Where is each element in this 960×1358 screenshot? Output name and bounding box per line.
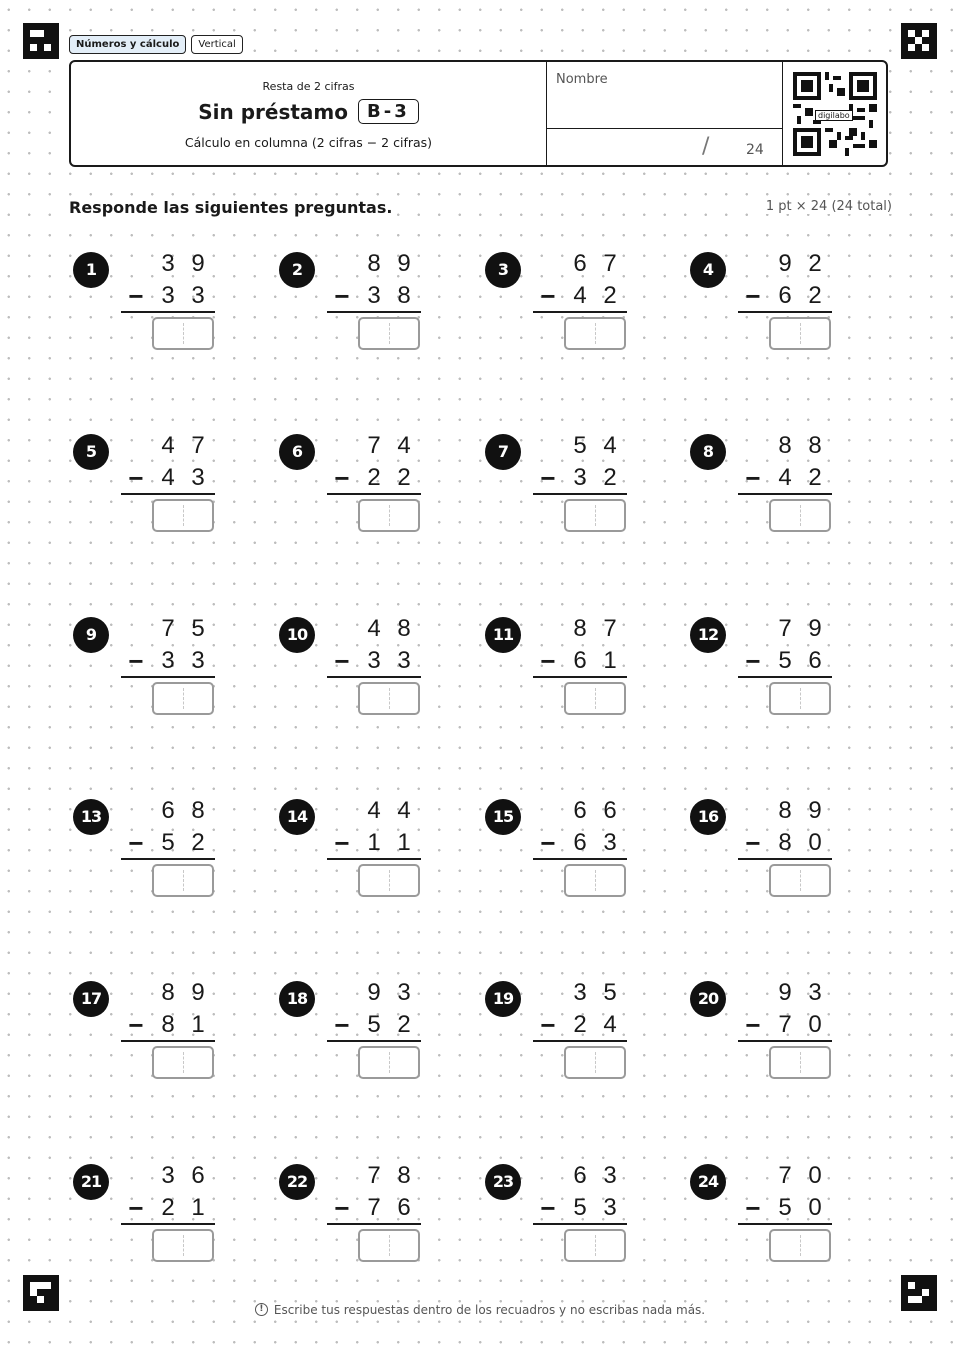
minuend-ones-digit: 6: [191, 1162, 205, 1189]
tag-format: Vertical: [191, 35, 242, 54]
worksheet-title: Sin préstamo: [198, 99, 349, 124]
answer-box[interactable]: [564, 1229, 626, 1262]
problem-13: [73, 799, 263, 929]
problem-number: 23: [485, 1164, 521, 1200]
minus-sign: −: [128, 463, 144, 493]
minuend-tens-digit: 6: [573, 1162, 587, 1189]
minuend-tens-digit: 4: [161, 432, 175, 459]
minuend-tens-digit: 7: [367, 1162, 381, 1189]
problem-20: [690, 981, 880, 1111]
subtrahend-ones-digit: 3: [397, 647, 411, 674]
minuend-tens-digit: 7: [778, 615, 792, 642]
subtrahend-tens-digit: 5: [161, 829, 175, 856]
minuend-ones-digit: 3: [603, 1162, 617, 1189]
minuend-tens-digit: 3: [161, 250, 175, 277]
minuend-tens-digit: 4: [367, 615, 381, 642]
answer-box[interactable]: [564, 1046, 626, 1079]
minuend-ones-digit: 5: [603, 979, 617, 1006]
subtrahend-ones-digit: 2: [397, 1011, 411, 1038]
footer: [0, 1300, 960, 1317]
level-badge: B-3: [358, 99, 419, 124]
problem-number: 24: [690, 1164, 726, 1200]
minuend-tens-digit: 8: [367, 250, 381, 277]
subtrahend-tens-digit: 3: [367, 282, 381, 309]
problem-number: 17: [73, 981, 109, 1017]
minus-sign: −: [334, 1193, 350, 1223]
subtrahend-ones-digit: 0: [808, 1011, 822, 1038]
answer-rule: [327, 676, 421, 678]
answer-box[interactable]: [564, 317, 626, 350]
minuend-tens-digit: 6: [161, 797, 175, 824]
problem-number: 16: [690, 799, 726, 835]
minus-sign: −: [745, 463, 761, 493]
answer-rule: [533, 311, 627, 313]
answer-rule: [121, 311, 215, 313]
minuend-ones-digit: 3: [808, 979, 822, 1006]
minus-sign: −: [745, 281, 761, 311]
answer-box[interactable]: [564, 499, 626, 532]
problem-number: 5: [73, 434, 109, 470]
minuend-tens-digit: 9: [778, 250, 792, 277]
problem-18: [279, 981, 469, 1111]
answer-box[interactable]: [769, 682, 831, 715]
subtrahend-tens-digit: 8: [161, 1011, 175, 1038]
problem-number: 8: [690, 434, 726, 470]
answer-rule: [121, 1223, 215, 1225]
subtrahend-tens-digit: 5: [573, 1194, 587, 1221]
minuend-tens-digit: 6: [573, 797, 587, 824]
subtrahend-ones-digit: 2: [603, 464, 617, 491]
problem-11: [485, 617, 675, 747]
answer-rule: [327, 1223, 421, 1225]
subtrahend-ones-digit: 0: [808, 829, 822, 856]
problem-5: [73, 434, 263, 564]
problem-23: [485, 1164, 675, 1294]
subtrahend-tens-digit: 5: [367, 1011, 381, 1038]
minus-sign: −: [128, 828, 144, 858]
answer-rule: [533, 676, 627, 678]
problem-7: [485, 434, 675, 564]
subtrahend-tens-digit: 2: [573, 1011, 587, 1038]
minus-sign: −: [540, 281, 556, 311]
problem-number: 1: [73, 252, 109, 288]
minus-sign: −: [334, 646, 350, 676]
footer-note: Escribe tus respuestas dentro de los recuadros y no escribas nada más.: [273, 1302, 706, 1317]
answer-box[interactable]: [358, 864, 420, 897]
answer-box[interactable]: [564, 682, 626, 715]
minuend-ones-digit: 8: [808, 432, 822, 459]
subtrahend-tens-digit: 6: [573, 647, 587, 674]
problem-number: 11: [485, 617, 521, 653]
subtrahend-tens-digit: 4: [778, 464, 792, 491]
subtrahend-ones-digit: 3: [603, 1194, 617, 1221]
minuend-ones-digit: 4: [397, 432, 411, 459]
answer-rule: [533, 1223, 627, 1225]
subtrahend-ones-digit: 6: [808, 647, 822, 674]
minuend-ones-digit: 3: [397, 979, 411, 1006]
minus-sign: −: [334, 1010, 350, 1040]
minuend-tens-digit: 5: [573, 432, 587, 459]
minuend-tens-digit: 4: [367, 797, 381, 824]
minuend-tens-digit: 9: [367, 979, 381, 1006]
answer-rule: [121, 676, 215, 678]
minuend-tens-digit: 8: [161, 979, 175, 1006]
problem-14: [279, 799, 469, 929]
minuend-ones-digit: 7: [603, 250, 617, 277]
minuend-tens-digit: 8: [778, 797, 792, 824]
problem-15: [485, 799, 675, 929]
minus-sign: −: [540, 646, 556, 676]
problem-number: 6: [279, 434, 315, 470]
answer-rule: [327, 311, 421, 313]
subtrahend-ones-digit: 2: [808, 464, 822, 491]
problem-number: 20: [690, 981, 726, 1017]
answer-box[interactable]: [152, 317, 214, 350]
subtrahend-tens-digit: 5: [778, 1194, 792, 1221]
minuend-ones-digit: 2: [808, 250, 822, 277]
minus-sign: −: [128, 1193, 144, 1223]
subtrahend-ones-digit: 3: [191, 647, 205, 674]
name-divider: [547, 128, 782, 129]
minus-sign: −: [540, 463, 556, 493]
subtrahend-ones-digit: 3: [191, 282, 205, 309]
subtrahend-ones-digit: 1: [191, 1011, 205, 1038]
minuend-tens-digit: 3: [573, 979, 587, 1006]
problem-4: [690, 252, 880, 382]
problem-12: [690, 617, 880, 747]
problem-number: 3: [485, 252, 521, 288]
subtrahend-tens-digit: 2: [161, 1194, 175, 1221]
problem-24: [690, 1164, 880, 1294]
answer-rule: [738, 311, 832, 313]
subtrahend-tens-digit: 5: [778, 647, 792, 674]
answer-box[interactable]: [152, 1046, 214, 1079]
minus-sign: −: [540, 828, 556, 858]
subtrahend-tens-digit: 3: [161, 282, 175, 309]
answer-rule: [121, 1040, 215, 1042]
problem-number: 13: [73, 799, 109, 835]
subtrahend-ones-digit: 2: [808, 282, 822, 309]
answer-box[interactable]: [769, 1229, 831, 1262]
minus-sign: −: [745, 646, 761, 676]
minuend-ones-digit: 6: [603, 797, 617, 824]
answer-box[interactable]: [769, 317, 831, 350]
problem-17: [73, 981, 263, 1111]
name-label: Nombre: [556, 72, 608, 87]
subtrahend-ones-digit: 4: [603, 1011, 617, 1038]
problem-number: 2: [279, 252, 315, 288]
minus-sign: −: [128, 1010, 144, 1040]
answer-rule: [738, 1223, 832, 1225]
title-area: [71, 62, 546, 165]
minus-sign: −: [745, 828, 761, 858]
subtrahend-ones-digit: 2: [397, 464, 411, 491]
subtrahend-tens-digit: 6: [778, 282, 792, 309]
minuend-tens-digit: 9: [778, 979, 792, 1006]
minus-sign: −: [334, 463, 350, 493]
answer-rule: [533, 858, 627, 860]
minuend-tens-digit: 8: [573, 615, 587, 642]
minus-sign: −: [540, 1193, 556, 1223]
minuend-tens-digit: 6: [573, 250, 587, 277]
minus-sign: −: [128, 646, 144, 676]
minuend-ones-digit: 9: [808, 797, 822, 824]
answer-box[interactable]: [152, 1229, 214, 1262]
qr-brand-label: digilabo: [815, 110, 853, 121]
answer-rule: [327, 1040, 421, 1042]
minus-sign: −: [745, 1193, 761, 1223]
answer-box[interactable]: [358, 499, 420, 532]
problem-number: 15: [485, 799, 521, 835]
subtrahend-tens-digit: 6: [573, 829, 587, 856]
score-total: 24: [746, 142, 764, 158]
minuend-ones-digit: 8: [397, 1162, 411, 1189]
problem-6: [279, 434, 469, 564]
minuend-ones-digit: 4: [397, 797, 411, 824]
subtrahend-tens-digit: 8: [778, 829, 792, 856]
subtrahend-tens-digit: 3: [573, 464, 587, 491]
answer-rule: [121, 858, 215, 860]
answer-rule: [738, 858, 832, 860]
tag-category: Números y cálculo: [69, 35, 186, 54]
minuend-tens-digit: 8: [778, 432, 792, 459]
score-slash: /: [702, 134, 710, 159]
instructions: Responde las siguientes preguntas.: [69, 198, 396, 217]
subtrahend-tens-digit: 3: [161, 647, 175, 674]
subtrahend-ones-digit: 6: [397, 1194, 411, 1221]
minuend-ones-digit: 8: [397, 615, 411, 642]
problem-16: [690, 799, 880, 929]
answer-rule: [327, 493, 421, 495]
problem-2: [279, 252, 469, 382]
answer-box[interactable]: [769, 1046, 831, 1079]
subtrahend-ones-digit: 3: [603, 829, 617, 856]
minuend-ones-digit: 9: [808, 615, 822, 642]
subtrahend-tens-digit: 4: [573, 282, 587, 309]
problem-number: 14: [279, 799, 315, 835]
subtrahend-ones-digit: 2: [603, 282, 617, 309]
problem-number: 22: [279, 1164, 315, 1200]
minuend-tens-digit: 7: [778, 1162, 792, 1189]
minuend-ones-digit: 0: [808, 1162, 822, 1189]
name-field[interactable]: [546, 62, 783, 165]
minuend-ones-digit: 9: [191, 979, 205, 1006]
points-info: 1 pt × 24 (24 total): [765, 199, 892, 214]
worksheet-description: Cálculo en columna (2 cifras − 2 cifras): [184, 135, 433, 150]
answer-box[interactable]: [358, 682, 420, 715]
minuend-ones-digit: 9: [397, 250, 411, 277]
minus-sign: −: [334, 281, 350, 311]
answer-rule: [533, 1040, 627, 1042]
problem-number: 18: [279, 981, 315, 1017]
worksheet-subtitle: Resta de 2 cifras: [262, 80, 355, 93]
corner-marker-top-right: [901, 23, 937, 59]
subtrahend-ones-digit: 2: [191, 829, 205, 856]
problem-19: [485, 981, 675, 1111]
answer-box[interactable]: [769, 864, 831, 897]
worksheet-header: [69, 60, 888, 167]
answer-rule: [738, 676, 832, 678]
answer-rule: [533, 493, 627, 495]
subtrahend-ones-digit: 0: [808, 1194, 822, 1221]
answer-rule: [121, 493, 215, 495]
answer-box[interactable]: [358, 1046, 420, 1079]
answer-box[interactable]: [152, 499, 214, 532]
corner-marker-top-left: [23, 23, 59, 59]
minuend-ones-digit: 4: [603, 432, 617, 459]
subtrahend-tens-digit: 7: [367, 1194, 381, 1221]
answer-box[interactable]: [152, 682, 214, 715]
minuend-tens-digit: 3: [161, 1162, 175, 1189]
minuend-tens-digit: 7: [161, 615, 175, 642]
minuend-ones-digit: 7: [191, 432, 205, 459]
minuend-ones-digit: 7: [603, 615, 617, 642]
minus-sign: −: [745, 1010, 761, 1040]
category-tags: [69, 35, 243, 54]
minuend-ones-digit: 9: [191, 250, 205, 277]
subtrahend-ones-digit: 1: [191, 1194, 205, 1221]
answer-box[interactable]: [564, 864, 626, 897]
answer-rule: [327, 858, 421, 860]
problem-21: [73, 1164, 263, 1294]
problem-number: 21: [73, 1164, 109, 1200]
problem-number: 7: [485, 434, 521, 470]
subtrahend-ones-digit: 3: [191, 464, 205, 491]
subtrahend-tens-digit: 4: [161, 464, 175, 491]
problem-1: [73, 252, 263, 382]
subtrahend-tens-digit: 3: [367, 647, 381, 674]
answer-rule: [738, 493, 832, 495]
minus-sign: −: [540, 1010, 556, 1040]
title-row: [71, 99, 546, 124]
answer-box[interactable]: [358, 317, 420, 350]
problem-number: 10: [279, 617, 315, 653]
problem-22: [279, 1164, 469, 1294]
minus-sign: −: [128, 281, 144, 311]
subtrahend-tens-digit: 7: [778, 1011, 792, 1038]
subtrahend-tens-digit: 1: [367, 829, 381, 856]
answer-rule: [738, 1040, 832, 1042]
problem-3: [485, 252, 675, 382]
problem-number: 19: [485, 981, 521, 1017]
subtrahend-ones-digit: 8: [397, 282, 411, 309]
info-icon: !: [255, 1303, 268, 1316]
answer-box[interactable]: [769, 499, 831, 532]
minuend-ones-digit: 8: [191, 797, 205, 824]
problem-9: [73, 617, 263, 747]
minuend-ones-digit: 5: [191, 615, 205, 642]
problem-number: 12: [690, 617, 726, 653]
problem-10: [279, 617, 469, 747]
problem-number: 4: [690, 252, 726, 288]
minuend-tens-digit: 7: [367, 432, 381, 459]
subtrahend-tens-digit: 2: [367, 464, 381, 491]
answer-box[interactable]: [152, 864, 214, 897]
minus-sign: −: [334, 828, 350, 858]
problem-8: [690, 434, 880, 564]
problem-number: 9: [73, 617, 109, 653]
answer-box[interactable]: [358, 1229, 420, 1262]
subtrahend-ones-digit: 1: [397, 829, 411, 856]
subtrahend-ones-digit: 1: [603, 647, 617, 674]
